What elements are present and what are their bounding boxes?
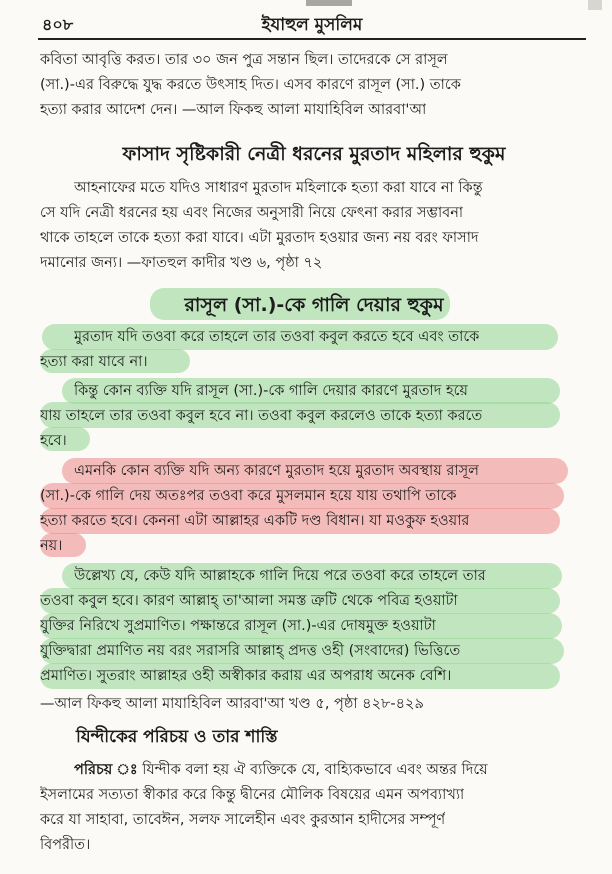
text-line: কিন্তু কোন ব্যক্তি যদি রাসূল (সা.)-কে গালি দেয়ার কারণে মুরতাদ হয়ে [74, 383, 468, 399]
text-line: এমনকি কোন ব্যক্তি যদি অন্য কারণে মুরতাদ হয়ে মুরতাদ অবস্থায় রাসূল [74, 463, 479, 479]
section3-paragraph [40, 758, 588, 858]
section-heading-3 [40, 724, 588, 752]
text-line: (সা.)-এর বিরুদ্ধে যুদ্ধ করতে উৎসাহ দিত। এসব কারণে রাসূল (সা.) তাকে [40, 77, 461, 93]
text-line: উল্লেখ্য যে, কেউ যদি আল্লাহকে গালি দিয়ে পরে তওবা করে তাহলে তার [74, 568, 486, 584]
section-heading-1 [40, 140, 588, 168]
section2-para3 [40, 459, 588, 559]
text-line: বিপরীত। [40, 837, 91, 853]
text-line: প্রমাণিত। সুতরাং আল্লাহর ওহী অস্বীকার করায় এর অপরাধ অনেক বেশি। [40, 668, 452, 684]
section2-para1 [40, 325, 588, 375]
text-line: আহনাফের মতে যদিও সাধারণ মুরতাদ মহিলাকে হত্যা করা যাবে না কিন্তু [74, 180, 483, 196]
source-citation [40, 692, 588, 716]
term-label: পরিচয় ঃ [74, 762, 138, 778]
text-line: হত্যা করার আদেশ দেন। —আল ফিকহু আলা মাযাহিবিল আরবা'আ [40, 102, 427, 118]
section2-para2 [40, 379, 588, 455]
scan-corner [588, 0, 602, 10]
text-line: দমানোর জন্য। —ফাতহুল কাদীর খণ্ড ৬, পৃষ্ঠা ৭২ [40, 255, 323, 271]
text-line [74, 758, 488, 782]
text-line: করে যা সাহাবা, তাবেঈন, সলফ সালেহীন এবং কুরআন হাদীসের সম্পূর্ণ [40, 812, 446, 828]
page-number: ৪০৮ [42, 15, 74, 34]
citation-text: —আল ফিকহু আলা মাযাহিবিল আরবা'আ খণ্ড ৫, পৃষ্ঠা ৪২৮-৪২৯ [40, 696, 424, 712]
text-line: যুক্তির নিরিখে সুপ্রমাণিত। পক্ষান্তরে রাসূল (সা.)-এর দোষমুক্ত হওয়াটা [40, 618, 436, 634]
text-line: কবিতা আবৃত্তি করত। তার ৩০ জন পুত্র সন্তান ছিল। তাদেরকে সে রাসূল [40, 52, 448, 68]
intro-paragraph [40, 48, 588, 124]
section-heading: ফাসাদ সৃষ্টিকারী নেত্রী ধরনের মুরতাদ মহিলার হুকুম [122, 143, 506, 165]
page-header [38, 12, 586, 38]
text-line: মুরতাদ যদি তওবা করে তাহলে তার তওবা কবুল করতে হবে এবং তাকে [74, 329, 480, 345]
text-line: নয়। [40, 538, 63, 554]
section-heading: যিন্দীকের পরিচয় ও তার শাস্তি [76, 727, 278, 747]
text-line: হত্যা করতে হবে। কেননা এটা আল্লাহর একটি দণ্ড বিধান। যা মওকুফ হওয়ার [40, 513, 470, 529]
text-line: হত্যা করা যাবে না। [40, 354, 148, 370]
text-line: সে যদি নেত্রী ধরনের হয় এবং নিজের অনুসারী নিয়ে ফেৎনা করার সম্ভাবনা [40, 205, 464, 221]
text-line: হবে। [40, 433, 67, 449]
running-title: ইযাহুল মুসলিম [261, 15, 363, 35]
section-heading-2 [40, 291, 588, 319]
text-line: যুক্তিদ্বারা প্রমাণিত নয় বরং সরাসরি আল্লাহ্ প্রদত্ত ওহী (সংবাদের) ভিত্তিতে [40, 643, 461, 659]
scan-artifact [306, 0, 352, 6]
text-line: তওবা কবুল হবে। কারণ আল্লাহ্ তা'আলা সমস্ত ত্রুটি থেকে পবিত্র হওয়াটা [40, 593, 458, 609]
section-heading: রাসূল (সা.)-কে গালি দেয়ার হুকুম [184, 294, 444, 316]
term-text: যিন্দীক বলা হয় ঐ ব্যক্তিকে যে, বাহ্যিকভাবে এবং অন্তর দিয়ে [142, 762, 488, 778]
text-line: ইসলামের সত্যতা স্বীকার করে কিন্তু দ্বীনের মৌলিক বিষয়ের এমন অপব্যাখ্যা [40, 787, 465, 803]
header-rule [38, 38, 586, 40]
text-line: যায় তাহলে তার তওবা কবুল হবে না। তওবা কবুল করলেও তাকে হত্যা করতে [40, 408, 483, 424]
text-line: (সা.)-কে গালি দেয় অতঃপর তওবা করে মুসলমান হয়ে যায় তথাপি তাকে [40, 488, 457, 504]
section1-paragraph [40, 176, 588, 276]
section2-para4 [40, 564, 588, 690]
text-line: থাকে তাহলে তাকে হত্যা করা যাবে। এটা মুরতাদ হওয়ার জন্য নয় বরং ফাসাদ [40, 230, 479, 246]
